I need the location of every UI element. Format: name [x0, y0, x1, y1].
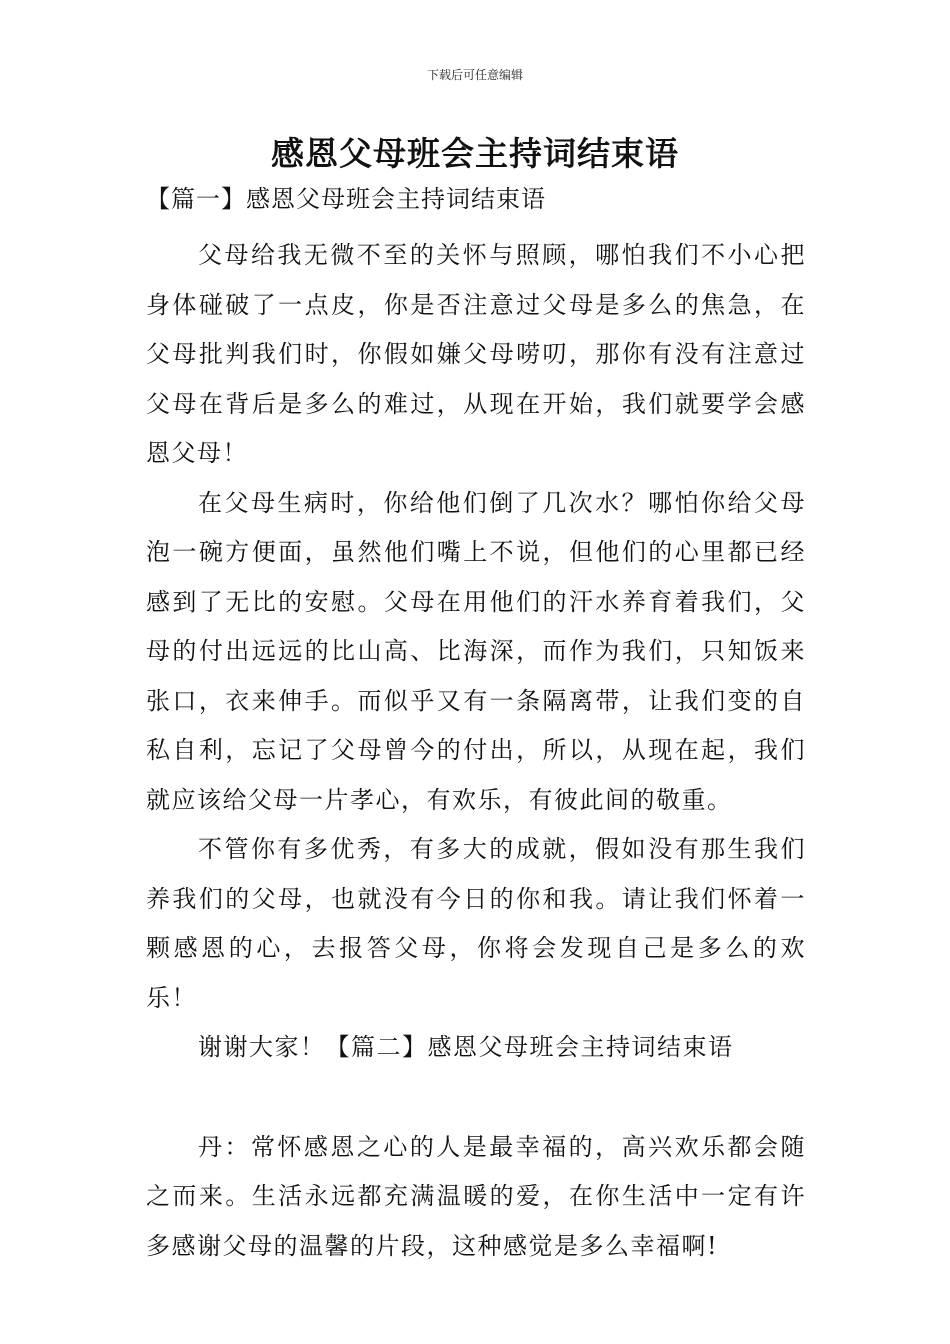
header-note: 下载后可任意编辑 — [426, 68, 523, 82]
paragraph: 不管你有多优秀，有多大的成就，假如没有那生我们养我们的父母，也就没有今日的你和我。请让我们怀着一颗感恩的心，去报答父母，你将会发现自己是多么的欢乐！ — [146, 835, 806, 1012]
section-heading: 【篇一】感恩父母班会主持词结束语 — [146, 185, 546, 213]
paragraph: 在父母生病时，你给他们倒了几次水？哪怕你给父母泡一碗方便面，虽然他们嘴上不说，但他们的心里都已经感到了无比的安慰。父母在用他们的汗水养育着我们，父母的付出远远的比山高、比海深，而作为我们，只知饭来张口，衣来伸手。而似乎又有一条隔离带，让我们变的自私自利，忘记了父母曾今的付出，所以，从现在起，我们就应该给父母一片孝心，有欢乐，有彼此间的敬重。 — [146, 488, 806, 814]
paragraph: 父母给我无微不至的关怀与照顾，哪怕我们不小心把身体碰破了一点皮，你是否注意过父母是多么的焦急，在父母批判我们时，你假如嫌父母唠叨，那你有没有注意过父母在背后是多么的难过，从现在开始，我们就要学会感恩父母！ — [146, 241, 806, 467]
document-body — [146, 182, 806, 1271]
document-title: 感恩父母班会主持词结束语 — [271, 134, 679, 173]
paragraph: 谢谢大家！【篇二】感恩父母班会主持词结束语 — [198, 1033, 734, 1061]
paragraph: 丹：常怀感恩之心的人是最幸福的，高兴欢乐都会随之而来。生活永远都充满温暖的爱，在你生活中一定有许多感谢父母的温馨的片段，这种感觉是多么幸福啊! — [146, 1132, 806, 1260]
